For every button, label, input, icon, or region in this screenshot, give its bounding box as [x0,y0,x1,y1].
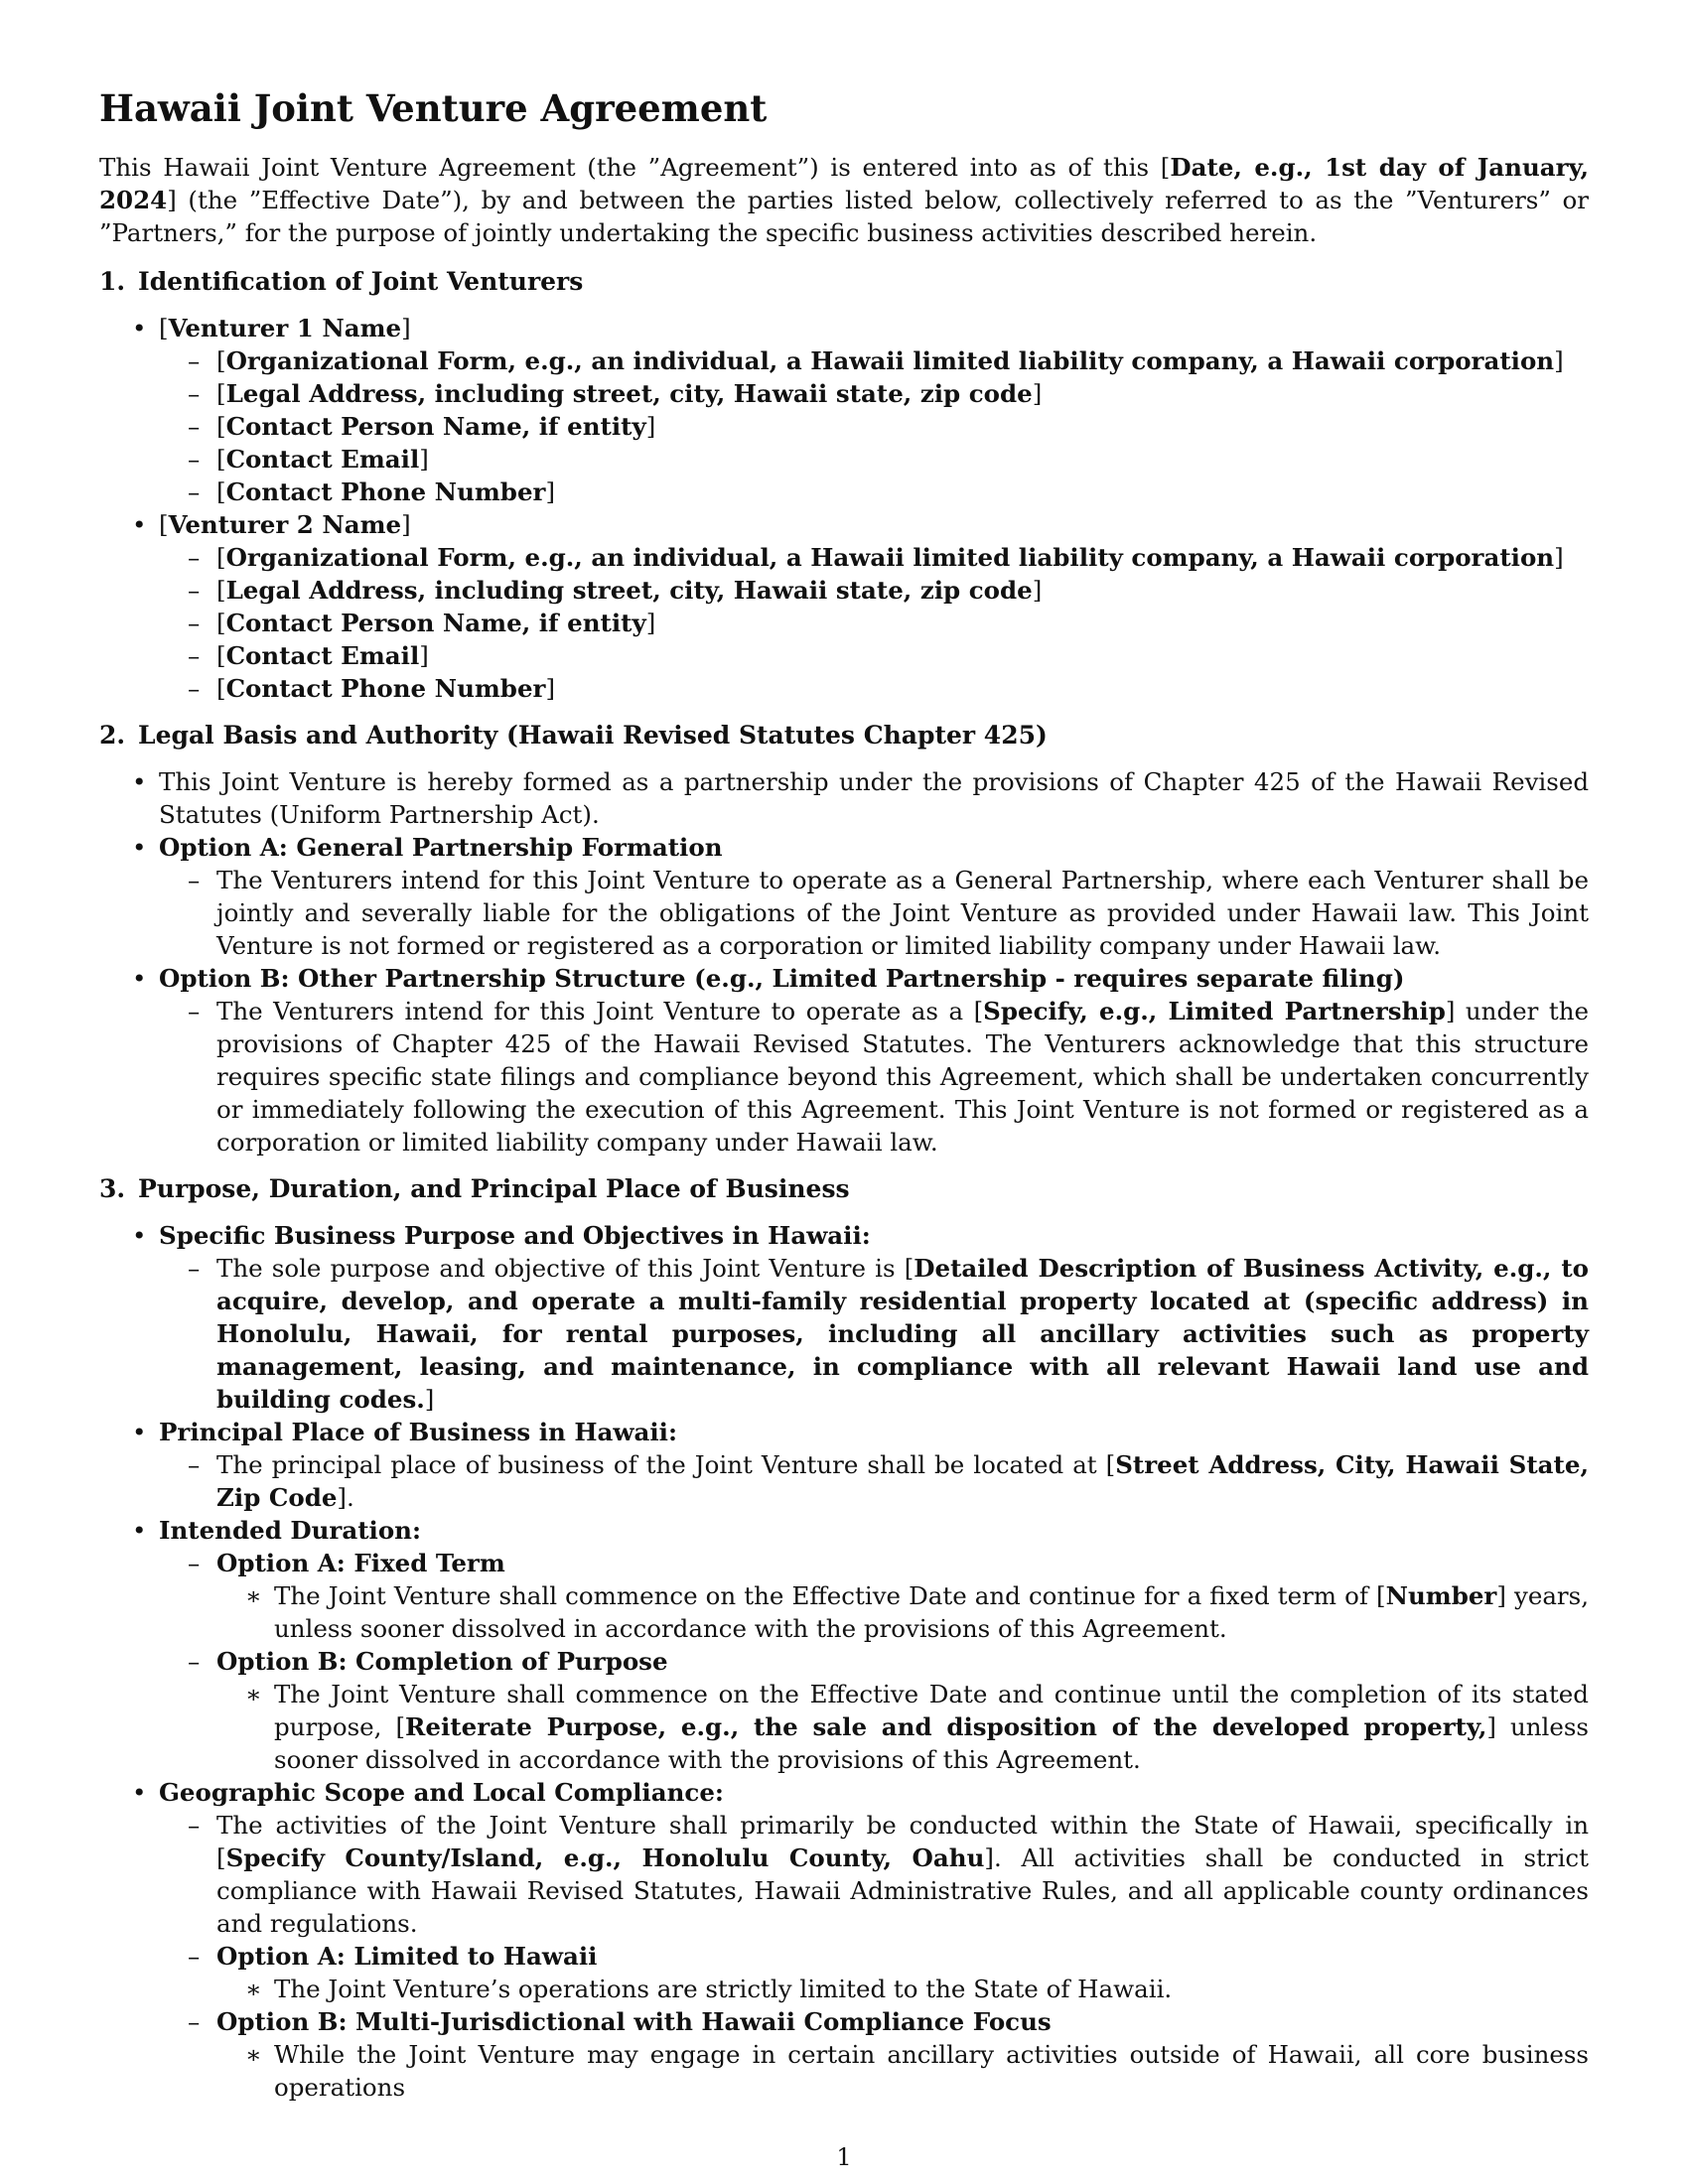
list-item: ∗ The Joint Venture shall commence on the Effective Date and continue for a fixed term of [Number] years, unless sooner dissolved in accordance with the provisions of this Agreement. [245,1579,1589,1645]
venturer-list [130,312,1589,705]
page-number: 1 [836,2143,852,2171]
section-title: Legal Basis and Authority (Hawaii Revised Statutes Chapter 425) [138,721,1048,750]
effective-date-placeholder: Date, e.g., 1st day of January, 2024 [99,153,1589,214]
list-item: – [Organizational Form, e.g., an individual, a Hawaii limited liability company, a Hawaii corporation] [188,344,1589,377]
legal-option-a: • Option A: General Partnership Formation – The Venturers intend for this Joint Venture to operate as a General Partnership, where each Venturer shall be jointly and severally liable for the obligations of the Joint Venture as provided under Hawaii law. This Joint Venture is not formed or registered as a corporation or limited liability company under Hawaii law. [130,831,1589,962]
section-3-heading [99,1172,1589,1205]
venturer-2: • [Venturer 2 Name] – [Organizational Form, e.g., an individual, a Hawaii limited liability company, a Hawaii corporation] – [Legal Address, including street, city, Hawaii state, zip code] – [Contact Person Name, if entity] – [Contact Email] – [Contact Phone Number] [130,508,1589,705]
list-item: ∗ The Joint Venture’s operations are strictly limited to the State of Hawaii. [245,1973,1589,2005]
geographic-scope: • Geographic Scope and Local Compliance: – The activities of the Joint Venture shall primarily be conducted within the State of Hawaii, specifically in [Specify County/Island, e.g., Honolulu County, Oahu]. All activities shall be conducted in strict compliance with Hawaii Revised Statutes, Hawaii Administrative Rules, and all applicable county ordinances and regulations. – Option A: Limited to Hawaii ∗ The Joint Venture’s operations are strictly limited to the State of Hawaii. – Option B: Multi-Jurisdictional with Hawaii Compliance Focus ∗ While the Joint Venture may engage in certain ancillary activities outside of Hawaii, all core business operations [130,1776,1589,2104]
list-item: – [Contact Phone Number] [188,672,1589,705]
intended-duration: • Intended Duration: – Option A: Fixed Term ∗ The Joint Venture shall commence on the Effective Date and continue for a fixed term of [Number] years, unless sooner dissolved in accordance with the provisions of this Agreement. – Option B: Completion of Purpose ∗ The Joint Venture shall commence on the Effective Date and continue until the completion of its stated purpose, [Reiterate Purpose, e.g., the sale and disposition of the developed property,] unless sooner dissolved in accordance with the provisions of this Agreement. [130,1514,1589,1776]
legal-basis-list [130,765,1589,1159]
intro-text: This Hawaii Joint Venture Agreement (the ”Agreement”) is entered into as of this [ [99,153,1171,182]
intro-text-continued: ] (the ”Effective Date”), by and between the parties listed below, collectively referred to as the ”Venturers” or ”Partners,” for the purpose of jointly undertaking the specific business activities described herein. [99,186,1589,247]
section-number: 2. [99,721,126,750]
list-item: – [Contact Email] [188,639,1589,672]
geo-option-a: – Option A: Limited to Hawaii ∗ The Joint Venture’s operations are strictly limited to the State of Hawaii. [188,1940,1589,2005]
venturer-1-details [188,344,1589,508]
venturer-1-name: Venturer 1 Name [168,314,402,342]
business-purpose: • Specific Business Purpose and Objectives in Hawaii: – The sole purpose and objective of this Joint Venture is [Detailed Description of Business Activity, e.g., to acquire, develop, and operate a multi-family residential property located at (specific address) in Honolulu, Hawaii, for rental purposes, including all ancillary activities such as property management, leasing, and maintenance, in compliance with all relevant Hawaii land use and building codes.] [130,1219,1589,1416]
list-item: – [Contact Person Name, if entity] [188,410,1589,443]
list-item: – The activities of the Joint Venture shall primarily be conducted within the State of Hawaii, specifically in [Specify County/Island, e.g., Honolulu County, Oahu]. All activities shall be conducted in strict compliance with Hawaii Revised Statutes, Hawaii Administrative Rules, and all applicable county ordinances and regulations. [188,1809,1589,1940]
list-item: – The Venturers intend for this Joint Venture to operate as a General Partnership, where each Venturer shall be jointly and severally liable for the obligations of the Joint Venture as provided under Hawaii law. This Joint Venture is not formed or registered as a corporation or limited liability company under Hawaii law. [188,864,1589,962]
section-title: Identification of Joint Venturers [138,267,584,296]
list-item: – [Legal Address, including street, city, Hawaii state, zip code] [188,377,1589,410]
list-item: ∗ While the Joint Venture may engage in certain ancillary activities outside of Hawaii, all core business operations [245,2038,1589,2104]
duration-option-a: – Option A: Fixed Term ∗ The Joint Venture shall commence on the Effective Date and continue for a fixed term of [Number] years, unless sooner dissolved in accordance with the provisions of this Agreement. [188,1547,1589,1645]
principal-place: • Principal Place of Business in Hawaii: – The principal place of business of the Joint Venture shall be located at [Street Address, City, Hawaii State, Zip Code]. [130,1416,1589,1514]
venturer-2-name: Venturer 2 Name [168,510,402,539]
document-title: Hawaii Joint Venture Agreement [99,86,768,130]
geo-option-b: – Option B: Multi-Jurisdictional with Hawaii Compliance Focus ∗ While the Joint Venture may engage in certain ancillary activities outside of Hawaii, all core business operations [188,2005,1589,2104]
list-item: – The Venturers intend for this Joint Venture to operate as a [Specify, e.g., Limited Partnership] under the provisions of Chapter 425 of the Hawaii Revised Statutes. The Venturers acknowledge that this structure requires specific state filings and compliance beyond this Agreement, which shall be undertaken concurrently or immediately following the execution of this Agreement. This Joint Venture is not formed or registered as a corporation or limited liability company under Hawaii law. [188,995,1589,1159]
section-number: 3. [99,1174,126,1203]
list-item: – The principal place of business of the Joint Venture shall be located at [Street Address, City, Hawaii State, Zip Code]. [188,1448,1589,1514]
duration-option-b: – Option B: Completion of Purpose ∗ The Joint Venture shall commence on the Effective Date and continue until the completion of its stated purpose, [Reiterate Purpose, e.g., the sale and disposition of the developed property,] unless sooner dissolved in accordance with the provisions of this Agreement. [188,1645,1589,1776]
list-item: – [Legal Address, including street, city, Hawaii state, zip code] [188,574,1589,607]
intro-paragraph [99,151,1589,249]
legal-option-b: • Option B: Other Partnership Structure (e.g., Limited Partnership - requires separate filing) – The Venturers intend for this Joint Venture to operate as a [Specify, e.g., Limited Partnership] under the provisions of Chapter 425 of the Hawaii Revised Statutes. The Venturers acknowledge that this structure requires specific state filings and compliance beyond this Agreement, which shall be undertaken concurrently or immediately following the execution of this Agreement. This Joint Venture is not formed or registered as a corporation or limited liability company under Hawaii law. [130,962,1589,1159]
list-item: ∗ The Joint Venture shall commence on the Effective Date and continue until the completion of its stated purpose, [Reiterate Purpose, e.g., the sale and disposition of the developed property,] unless sooner dissolved in accordance with the provisions of this Agreement. [245,1678,1589,1776]
list-item: – The sole purpose and objective of this Joint Venture is [Detailed Description of Business Activity, e.g., to acquire, develop, and operate a multi-family residential property located at (specific address) in Honolulu, Hawaii, for rental purposes, including all ancillary activities such as property management, leasing, and maintenance, in compliance with all relevant Hawaii land use and building codes.] [188,1252,1589,1416]
section-1-heading [99,265,1589,298]
section-2-heading [99,719,1589,751]
list-item: – [Contact Email] [188,443,1589,476]
document-page [99,85,1589,2117]
list-item: – [Contact Phone Number] [188,476,1589,508]
purpose-list [130,1219,1589,2104]
section-title: Purpose, Duration, and Principal Place of Business [138,1174,850,1203]
section-number: 1. [99,267,126,296]
list-item: – [Contact Person Name, if entity] [188,607,1589,639]
list-item: • This Joint Venture is hereby formed as a partnership under the provisions of Chapter 425 of the Hawaii Revised Statutes (Uniform Partnership Act). [130,765,1589,831]
venturer-1: • [Venturer 1 Name] – [Organizational Form, e.g., an individual, a Hawaii limited liability company, a Hawaii corporation] – [Legal Address, including street, city, Hawaii state, zip code] – [Contact Person Name, if entity] – [Contact Email] – [Contact Phone Number] [130,312,1589,508]
list-item: – [Organizational Form, e.g., an individual, a Hawaii limited liability company, a Hawaii corporation] [188,541,1589,574]
venturer-2-details [188,541,1589,705]
